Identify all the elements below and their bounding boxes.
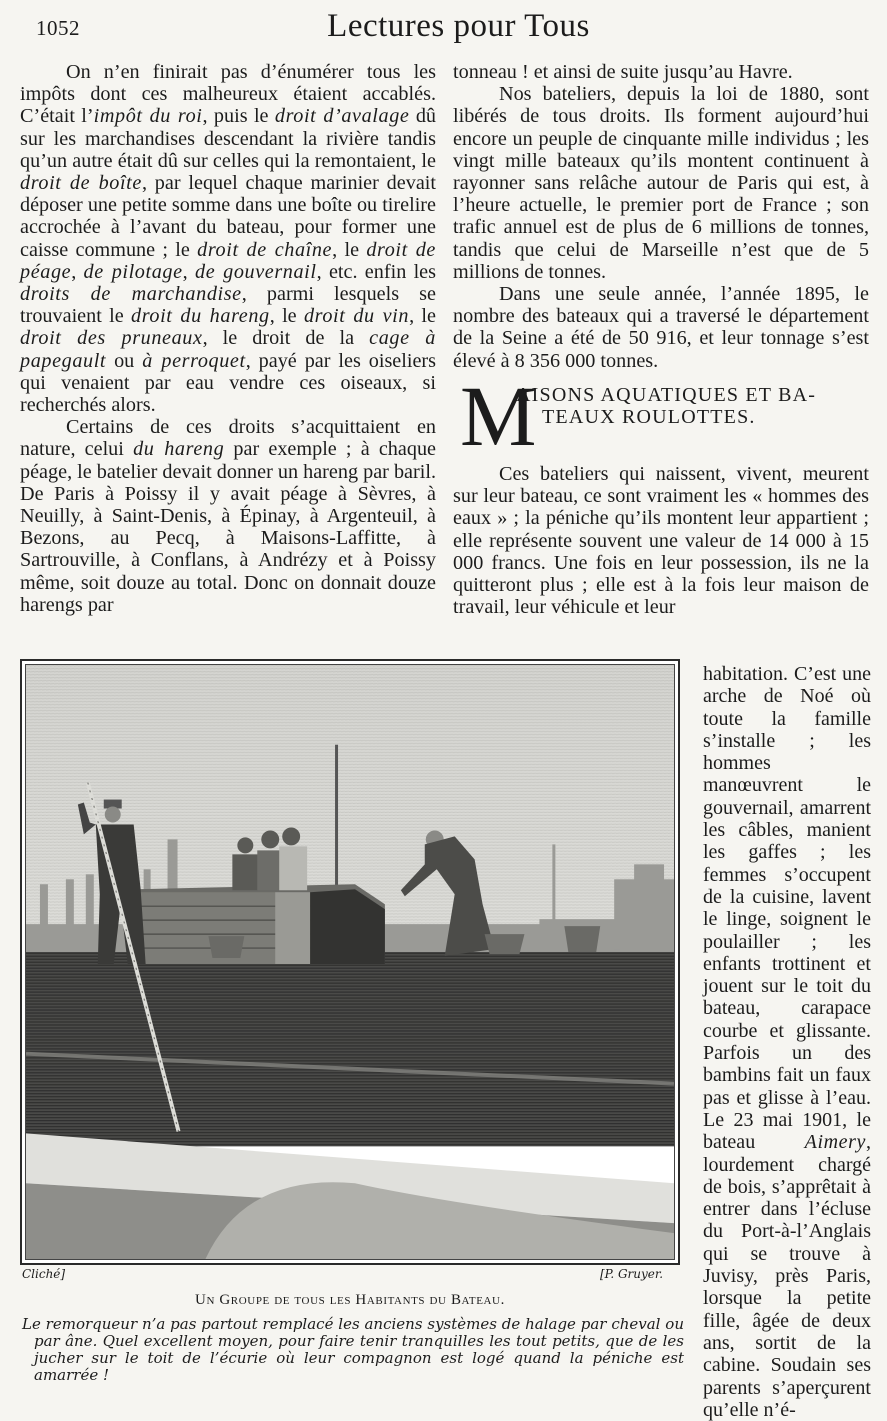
paragraph: Ces bateliers qui naissent, vivent, meurent sur leur bateau, ce sont vraiment les « hommes des eaux » ; la péniche qu’ils montent leur appartient ; elle représente souvent une valeur de 14 000 à 15 000 francs. Une fois en leur possession, ils ne la quitteront plus ; elle est à la fois leur maison de travail, leur véhicule et leur	[453, 463, 869, 619]
cabin	[136, 884, 385, 964]
section-heading	[452, 368, 872, 464]
heading-line-1: AISONS AQUATIQUES ET BA-	[516, 384, 817, 406]
drop-cap: M	[460, 368, 537, 464]
narrow-column	[703, 663, 871, 1421]
boat-photo	[26, 665, 674, 1259]
photo-credit-left: Cliché]	[22, 1267, 66, 1281]
paragraph: Certains de ces droits s’acquittaient en nature, celui du hareng par exemple ; à chaque péage, le batelier devait donner un hareng par baril. De Paris à Poissy il y avait péage à Sèvres, à Neuilly, à Saint-Denis, à Épinay, à Argenteuil, à Bezons, au Pecq, à Maisons-Laffitte, à Sartrouville, à Conflans, à Andrézy et à Poissy même, soit douze au total. Donc on donnait douze harengs par	[20, 416, 437, 616]
narrow-column-text: habitation. C’est une arche de Noé où toute la famille s’installe ; les hommes manœuvrent le gouvernail, amarrent les câbles, manient les gaffes ; les femmes s’occupent de la cuisine, lavent le linge, soignent le poulailler ; les enfants trottinent et jouent sur le toit du bateau, carapace courbe et glissante. Parfois un des bambins fait un faux pas et glisse à l’eau. Le 23 mai 1901, le bateau Aimery, lourdement chargé de bois, s’apprêtait à entrer dans l’écluse du Port-à-l’Anglais qui se trouve à Juvisy, près Paris, lorsque la petite fille, âgée de deux ans, sortit de la cabine. Soudain ses parents s’aperçurent qu’elle n’é-	[703, 663, 871, 1421]
deck	[26, 952, 674, 1146]
page-number: 1052	[36, 16, 80, 40]
right-column-top	[453, 61, 869, 372]
photo-figure	[20, 659, 680, 1265]
figure-caption-text: Le remorqueur n’a pas partout remplacé les anciens systèmes de halage par cheval ou par âne. Quel excellent moyen, pour faire tenir tranquilles les tout petits, que de les jucher sur le toit de l’écurie où leur compagnon est logé quand la péniche est amarrée !	[22, 1315, 684, 1384]
paragraph: Nos bateliers, depuis la loi de 1880, sont libérés de tous droits. Ils forment aujourd’hui encore un peuple de cinquante mille individus ; les vingt mille bateaux qu’ils montent continuent à rayonner sans relâche autour de Paris qui est, à l’heure actuelle, le premier port de France ; son trafic annuel est de plus de 6 millions de tonnes, tandis que celui de Marseille n’est que de 5 millions de tonnes.	[453, 83, 869, 283]
photo-credit-right: [P. Gruyer.	[600, 1267, 664, 1281]
figure-caption-title: Un Groupe de tous les Habitants du Bateau.	[195, 1292, 505, 1308]
paragraph: tonneau ! et ainsi de suite jusqu’au Havre.	[453, 61, 793, 83]
paragraph: Dans une seule année, l’année 1895, le nombre des bateaux qui a traversé le département de la Seine a été de 50 916, et leur tonnage s’est élevé à 8 356 000 tonnes.	[453, 283, 869, 372]
running-title: Lectures pour Tous	[327, 8, 590, 44]
right-column-mid	[453, 463, 869, 618]
left-column	[20, 61, 436, 616]
section-heading-text	[516, 384, 872, 428]
paragraph: On n’en finirait pas d’énumérer tous les impôts dont ces malheureux étaient accablés. C’était l’impôt du roi, puis le droit d’avalage dû sur les marchandises descendant la rivière tandis qu’un autre était dû sur celles qui la remontaient, le droit de boîte, par lequel chaque marinier devait déposer une petite somme dans une boîte ou tirelire accrochée à l’avant du bateau, pour former une caisse commune ; le droit de chaîne, le droit de péage, de pilotage, de gouvernail, etc. enfin les droits de marchandise, parmi lesquels se trouvaient le droit du hareng, le droit du vin, le droit des pruneaux, le droit de la cage à papegault ou à perroquet, payé par les oiseliers qui venaient par eau vendre ces oiseaux, si recherchés alors.	[20, 61, 437, 417]
figure-caption-body	[22, 1316, 684, 1384]
heading-line-2: TEAUX ROULOTTES.	[542, 406, 756, 428]
